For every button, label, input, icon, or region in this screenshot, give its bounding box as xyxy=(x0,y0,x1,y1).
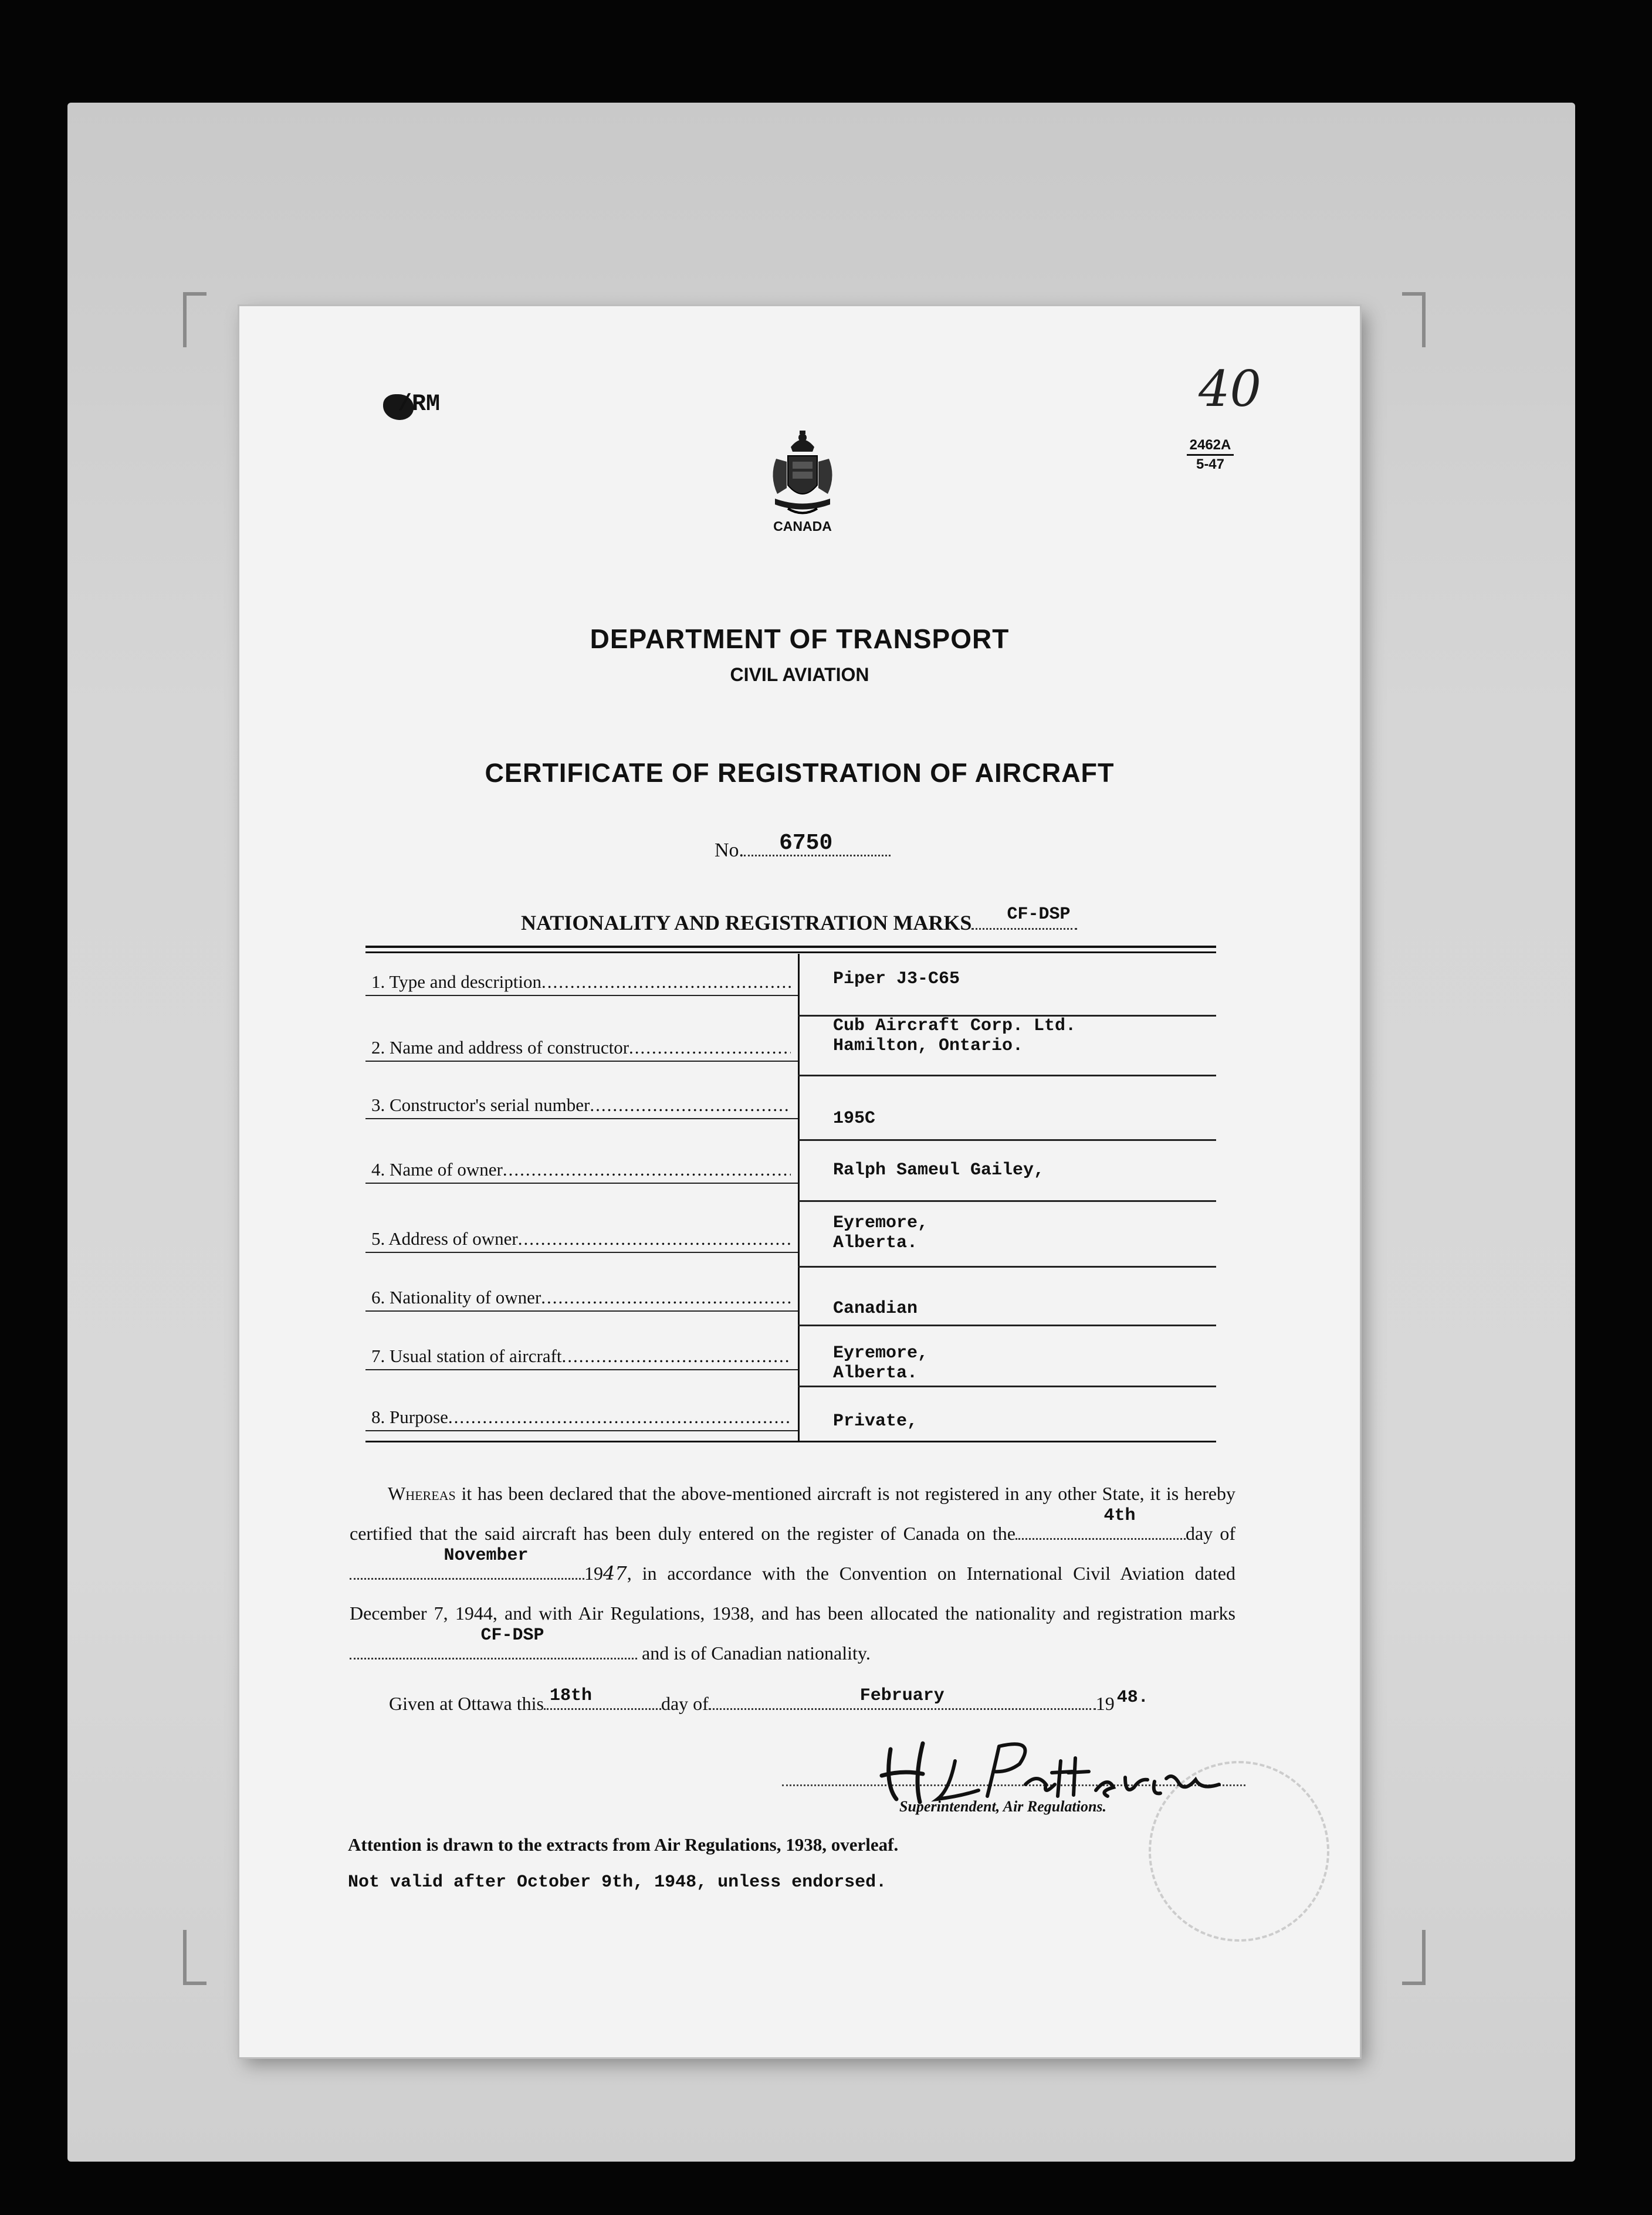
given-century: 19 xyxy=(1095,1693,1115,1714)
entry-day-fill xyxy=(1015,1506,1186,1540)
owner-address-value: Eyremore, Alberta. xyxy=(833,1213,929,1253)
division-title: CIVIL AVIATION xyxy=(730,664,869,685)
table-row xyxy=(365,1266,1216,1325)
row-label: 4. Name of owner ..... xyxy=(371,1159,791,1180)
attention-note: Attention is drawn to the extracts from Air Regulations, 1938, overleaf. xyxy=(348,1834,899,1855)
certificate-number-label: No. xyxy=(715,839,744,861)
row-label: 5. Address of owner ..... xyxy=(371,1228,791,1249)
file-reference: /RM xyxy=(398,391,441,418)
crop-mark-bottom-right xyxy=(1402,1930,1426,1985)
registration-marks-label: NATIONALITY AND REGISTRATION MARKS xyxy=(521,911,972,934)
given-at-line xyxy=(389,1686,1149,1715)
country-label: CANADA xyxy=(773,519,832,534)
given-day: 18th xyxy=(549,1686,592,1706)
row-label: 8. Purpose ..... xyxy=(371,1407,791,1428)
row-label-rule xyxy=(365,1430,798,1431)
form-code-number: 2462A xyxy=(1189,437,1231,453)
row-label-rule xyxy=(365,995,798,996)
declaration-text-5: and is of Canadian nationality. xyxy=(642,1642,871,1664)
owner-nationality-value: Canadian xyxy=(833,1299,918,1319)
entry-day: 4th xyxy=(1103,1506,1136,1526)
usual-station-value: Eyremore, Alberta. xyxy=(833,1343,929,1383)
table-bottom-rule xyxy=(365,1441,1216,1442)
table-row xyxy=(365,1142,1216,1200)
entry-year: 47 xyxy=(603,1562,627,1584)
table-top-rule-inner xyxy=(365,951,1216,953)
declaration-text-3: 19 xyxy=(584,1563,603,1584)
form-code xyxy=(1187,436,1234,473)
row-value-rule xyxy=(798,1075,1216,1076)
crop-mark-bottom-left xyxy=(183,1930,206,1985)
owner-name-value: Ralph Sameul Gailey, xyxy=(833,1160,1045,1180)
whereas-word: Whereas xyxy=(388,1483,456,1504)
certificate-number-line xyxy=(715,831,891,862)
registration-marks: CF-DSP xyxy=(1007,905,1071,924)
given-month-fill xyxy=(709,1686,1096,1710)
given-month: February xyxy=(859,1686,945,1706)
row-label: 7. Usual station of aircraft ..... xyxy=(371,1346,791,1367)
table-top-rule xyxy=(365,946,1216,948)
row-label-rule xyxy=(365,1310,798,1312)
declaration-text-4: , in accordance with the Convention on International Civil Aviation dated December 7, 1944, and with Air Regulations, 1938, and has been allocated the nationality and registration marks xyxy=(350,1563,1235,1624)
row-label: 3. Constructor's serial number ..... xyxy=(371,1095,791,1116)
validity-note: Not valid after October 9th, 1948, unless endorsed. xyxy=(348,1872,887,1892)
row-label-rule xyxy=(365,1061,798,1062)
allocated-marks-fill xyxy=(350,1625,637,1659)
signature-image xyxy=(867,1726,1243,1808)
given-year-fill xyxy=(1115,1688,1149,1710)
table-row xyxy=(365,1200,1216,1265)
given-year: 48. xyxy=(1116,1688,1149,1708)
entry-month-fill xyxy=(350,1546,584,1580)
given-prefix: Given at Ottawa this xyxy=(389,1693,544,1714)
certificate-title: CERTIFICATE OF REGISTRATION OF AIRCRAFT xyxy=(485,758,1115,788)
form-code-bar xyxy=(1187,454,1234,456)
table-row xyxy=(365,963,1216,1010)
declaration-text-2: day of xyxy=(1185,1523,1236,1544)
form-code-date: 5-47 xyxy=(1196,456,1225,472)
given-day-of: day of xyxy=(661,1693,709,1714)
row-label-rule xyxy=(365,1183,798,1184)
certificate-number: 6750 xyxy=(779,831,833,856)
table-row xyxy=(365,1078,1216,1137)
row-label-rule xyxy=(365,1369,798,1370)
row-label-rule xyxy=(365,1252,798,1253)
registration-marks-line xyxy=(521,905,1077,935)
handwritten-page-number: 40 xyxy=(1199,360,1261,418)
row-value-rule xyxy=(798,1139,1216,1141)
table-row xyxy=(365,1325,1216,1383)
given-day-fill xyxy=(544,1686,661,1710)
declaration-paragraph xyxy=(350,1474,1235,1673)
type-description-value: Piper J3-C65 xyxy=(833,969,960,989)
row-label: 6. Nationality of owner ..... xyxy=(371,1287,791,1308)
crop-mark-top-right xyxy=(1402,292,1426,347)
crop-mark-top-left xyxy=(183,292,206,347)
table-row xyxy=(365,1386,1216,1441)
declaration-text-1: it has been declared that the above-mentioned aircraft is not registered in any other State, it is hereby certified that the said aircraft has been duly entered on the register of Canada on the xyxy=(350,1483,1236,1544)
entry-month: November xyxy=(444,1546,529,1566)
certificate-sheet xyxy=(239,306,1360,2057)
serial-number-value: 195C xyxy=(833,1109,876,1129)
constructor-value: Cub Aircraft Corp. Ltd. Hamilton, Ontario. xyxy=(833,1016,1076,1056)
row-label-rule xyxy=(365,1118,798,1119)
purpose-value: Private, xyxy=(833,1411,918,1431)
row-label: 2. Name and address of constructor ..... xyxy=(371,1037,791,1058)
row-label: 1. Type and description ..... xyxy=(371,971,791,993)
signatory-title: Superintendent, Air Regulations. xyxy=(899,1798,1107,1815)
coat-of-arms-icon xyxy=(764,429,841,520)
department-title: DEPARTMENT OF TRANSPORT xyxy=(590,624,1010,654)
registration-marks-fill xyxy=(971,905,1077,930)
allocated-marks: CF-DSP xyxy=(480,1625,544,1645)
table-row xyxy=(365,1016,1216,1075)
certificate-number-fill xyxy=(744,831,891,856)
